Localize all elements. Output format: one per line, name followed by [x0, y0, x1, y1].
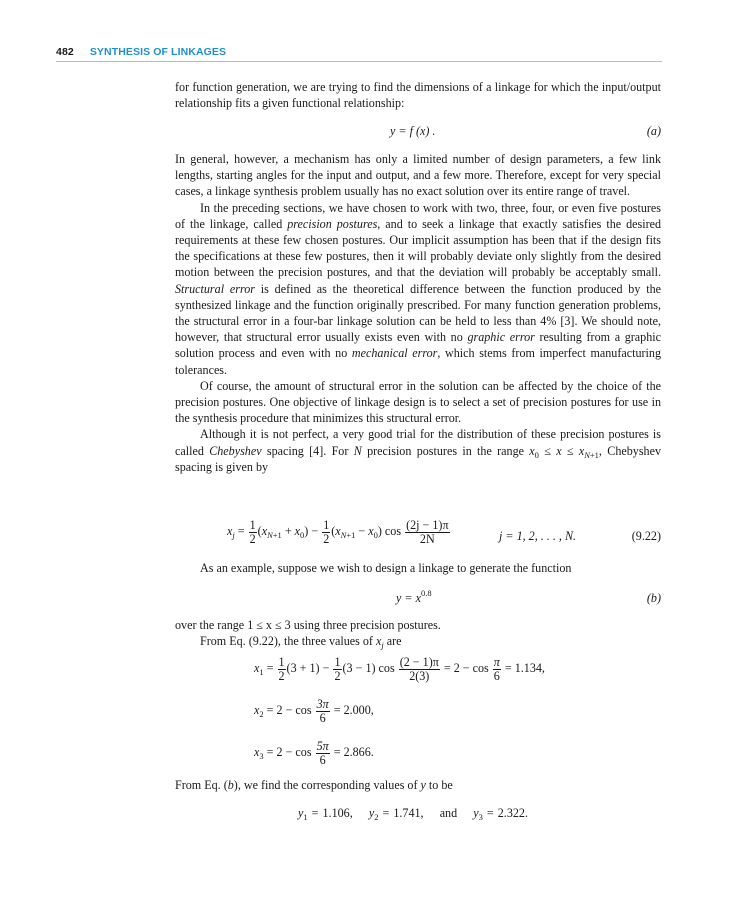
text-block-2: [175, 151, 661, 475]
paragraph-example: As an example, suppose we wish to design a linkage to generate the function: [200, 561, 572, 575]
text-block-5: [175, 777, 661, 793]
equation-range: j = 1, 2, . . . , N.: [499, 529, 577, 543]
paragraph-range: over the range 1 ≤ x ≤ 3 using three precision postures.: [175, 618, 441, 632]
term-mechanical-error: mechanical error: [351, 346, 438, 361]
x2-result: = 2.000,: [333, 702, 374, 717]
term-chebyshev: Chebyshev: [209, 443, 262, 458]
equation-b: $y = x^{0.8}$ (b): [396, 588, 661, 605]
equation-a-tag: (a): [646, 124, 661, 138]
text-block-1: [175, 79, 661, 111]
equation-a: [175, 123, 661, 141]
paragraph-choice: Of course, the amount of structural error in the solution can be affected by the choice of the precision postures. One objective of linkage design is to select a set of precision postures for use in the synthesis procedure that minimizes this structural error.: [175, 378, 661, 426]
page-number: 482: [56, 46, 74, 58]
paragraph-general: In general, however, a mechanism has only a limited number of design parameters, a few link lengths, starting angles for the input and output, and a few more. Therefore, except for very special cases, a linkage synthesis problem usually has no exact solution over its entire range of travel.: [175, 152, 661, 199]
equation-x2: $x_2 = 2 - \cos$ $\frac{3\pi}{6}$ = 2.000,: [254, 697, 374, 725]
paragraph-three-values: From Eq. (9.22), the three values of $x_j$ are: [200, 634, 402, 651]
cos-argument-denominator: 2N: [419, 531, 435, 546]
equation-x3: $x_3 = 2 - \cos$ $\frac{5\pi}{6}$ = 2.866.: [254, 739, 374, 767]
term-graphic-error: graphic error: [467, 330, 535, 345]
term-precision-postures: precision postures: [287, 216, 378, 231]
running-head: [56, 46, 661, 58]
text-block-4: [175, 617, 661, 649]
running-title: SYNTHESIS OF LINKAGES: [89, 46, 227, 58]
equation-y-values: $y_1 = 1.106$, $y_2 = 1.741$, and $y_3 = 2.322$.: [298, 806, 528, 822]
header-rule: [56, 61, 662, 62]
term-structural-error: Structural error: [175, 281, 255, 296]
equation-a-body: y = f (x) .: [390, 124, 436, 138]
y1-value: = 1.106,: [311, 806, 353, 820]
cos-argument-numerator: (2j − 1)π: [406, 518, 449, 532]
x3-result: = 2.866.: [333, 744, 374, 759]
paragraph-precision-postures: In the preceding sections, we have chosen to work with two, three, four, or even five postures of the linkage, called precision postures, and to seek a linkage that exactly satisfies the desired requirements at these few chosen postures. Our implicit assumption has been that if the design fits the specifications at these few postures, then it will probably deviate only slightly from the desired motion between the precision postures, and that the deviation will probably be acceptably small. Structural error is defined as the theoretical difference between the function produced by the synthesized linkage and the function originally prescribed. For many function generation problems, the structural error in a four-bar linkage solution can be held to less than 4% [3]. We should note, however, that structural error usually exists even with no graphic error resulting from a graphic solution process and even with no mechanical error, which stems from imperfect manufacturing tolerances.: [175, 200, 662, 377]
equation-b-tag: (b): [646, 591, 661, 605]
equation-9-22-tag: (9.22): [631, 529, 661, 543]
paragraph-corresponding-y: From Eq. (b), we find the corresponding values of y to be: [175, 778, 453, 792]
y2-value: = 1.741,: [382, 806, 424, 820]
paragraph-chebyshev: Although it is not perfect, a very good trial for the distribution of these precision postures is called Chebyshev spacing [4]. For N precision postures in the range $x_0 \le x \le x_{N+1}$, Chebyshev spacing is given by: [175, 427, 661, 474]
equation-x1: $x_1$ = $\frac{1}{2}$ (3 + 1) − $\frac{1}{2}$ (3 − 1) cos $\frac{(2 - 1)\pi}{2(3)}$ = 2 − cos $\frac{\pi}{6}$ = 1.134,: [254, 655, 545, 683]
text-block-3: [175, 560, 661, 576]
paragraph-intro: for function generation, we are trying to find the dimensions of a linkage for which the input/output relationship fits a given functional relationship:: [175, 80, 661, 111]
x1-result: = 1.134,: [504, 660, 545, 675]
equation-9-22: $x_j$ = $\frac{1}{2}$ $(x_{N+1} + x_0)$ − $\frac{1}{2}$ $(x_{N+1} - x_0)$ cos $\frac{(2j - 1)\pi}{2N}$ j = 1, 2, . . . , N. (9.22): [227, 518, 661, 546]
y3-value: = 2.322.: [486, 806, 528, 820]
